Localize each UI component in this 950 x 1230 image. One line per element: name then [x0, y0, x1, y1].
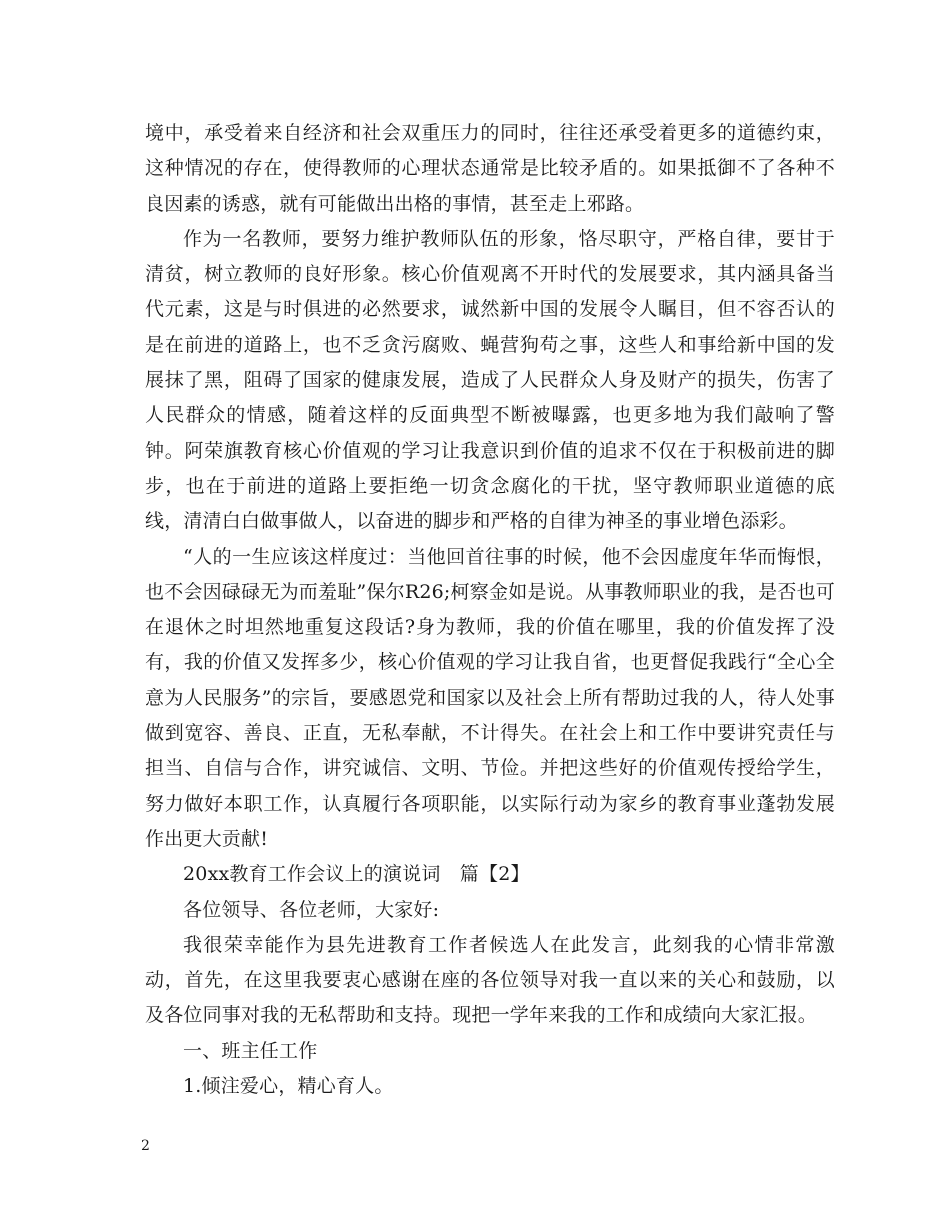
paragraph-introduction: 我很荣幸能作为县先进教育工作者候选人在此发言，此刻我的心情非常激动，首先，在这里我要衷心感谢在座的各位领导对我一直以来的关心和鼓励，以及各位同事对我的无私帮助和支持。现把一学年来我的工作和成绩向大家汇报。	[145, 933, 835, 1027]
page-number: 2	[141, 1138, 150, 1154]
paragraph-continuation: 境中，承受着来自经济和社会双重压力的同时，往往还承受着更多的道德约束，这种情况的存在，使得教师的心理状态通常是比较矛盾的。如果抵御不了各种不良因素的诱惑，就有可能做出出格的事情，甚至走上邪路。	[145, 122, 835, 215]
subsection-heading: 1.倾注爱心，精心育人。	[183, 1075, 394, 1098]
paragraph-teacher-image: 作为一名教师，要努力维护教师队伍的形象，恪尽职守，严格自律，要甘于清贫，树立教师的良好形象。核心价值观离不开时代的发展要求，其内涵具备当代元素，这是与时俱进的必然要求，诚然新中国的发展令人瞩目，但不容否认的是在前进的道路上，也不乏贪污腐败、蝇营狗苟之事，这些人和事给新中国的发展抹了黑，阻碍了国家的健康发展，造成了人民群众人身及财产的损失，伤害了人民群众的情感，随着这样的反面典型不断被曝露，也更多地为我们敲响了警钟。阿荣旗教育核心价值观的学习让我意识到价值的追求不仅在于积极前进的脚步，也在于前进的道路上要拒绝一切贪念腐化的干扰，坚守教师职业道德的底线，清清白白做事做人，以奋进的脚步和严格的自律为神圣的事业增色添彩。	[145, 227, 835, 533]
speech-heading: 20xx教育工作会议上的演说词 篇【2】	[183, 863, 530, 886]
greeting-line: 各位领导、各位老师，大家好:	[183, 898, 440, 921]
paragraph-quote-reflection: “人的一生应该这样度过：当他回首往事的时候，他不会因虚度年华而悔恨，也不会因碌碌无为而羞耻”保尔R26;柯察金如是说。从事教师职业的我，是否也可在退休之时坦然地重复这段话?身为教师，我的价值在哪里，我的价值发挥了没有，我的价值又发挥多少，核心价值观的学习让我自省，也更督促我践行“全心全意为人民服务”的宗旨，要感恩党和国家以及社会上所有帮助过我的人，待人处事做到宽容、善良、正直，无私奉献，不计得失。在社会上和工作中要讲究责任与担当、自信与合作，讲究诚信、文明、节俭。并把这些好的价值观传授给学生，努力做好本职工作，认真履行各项职能，以实际行动为家乡的教育事业蓬勃发展作出更大贡献!	[145, 545, 835, 850]
document-body	[145, 116, 835, 1104]
section-heading-class-teacher: 一、班主任工作	[183, 1039, 318, 1062]
